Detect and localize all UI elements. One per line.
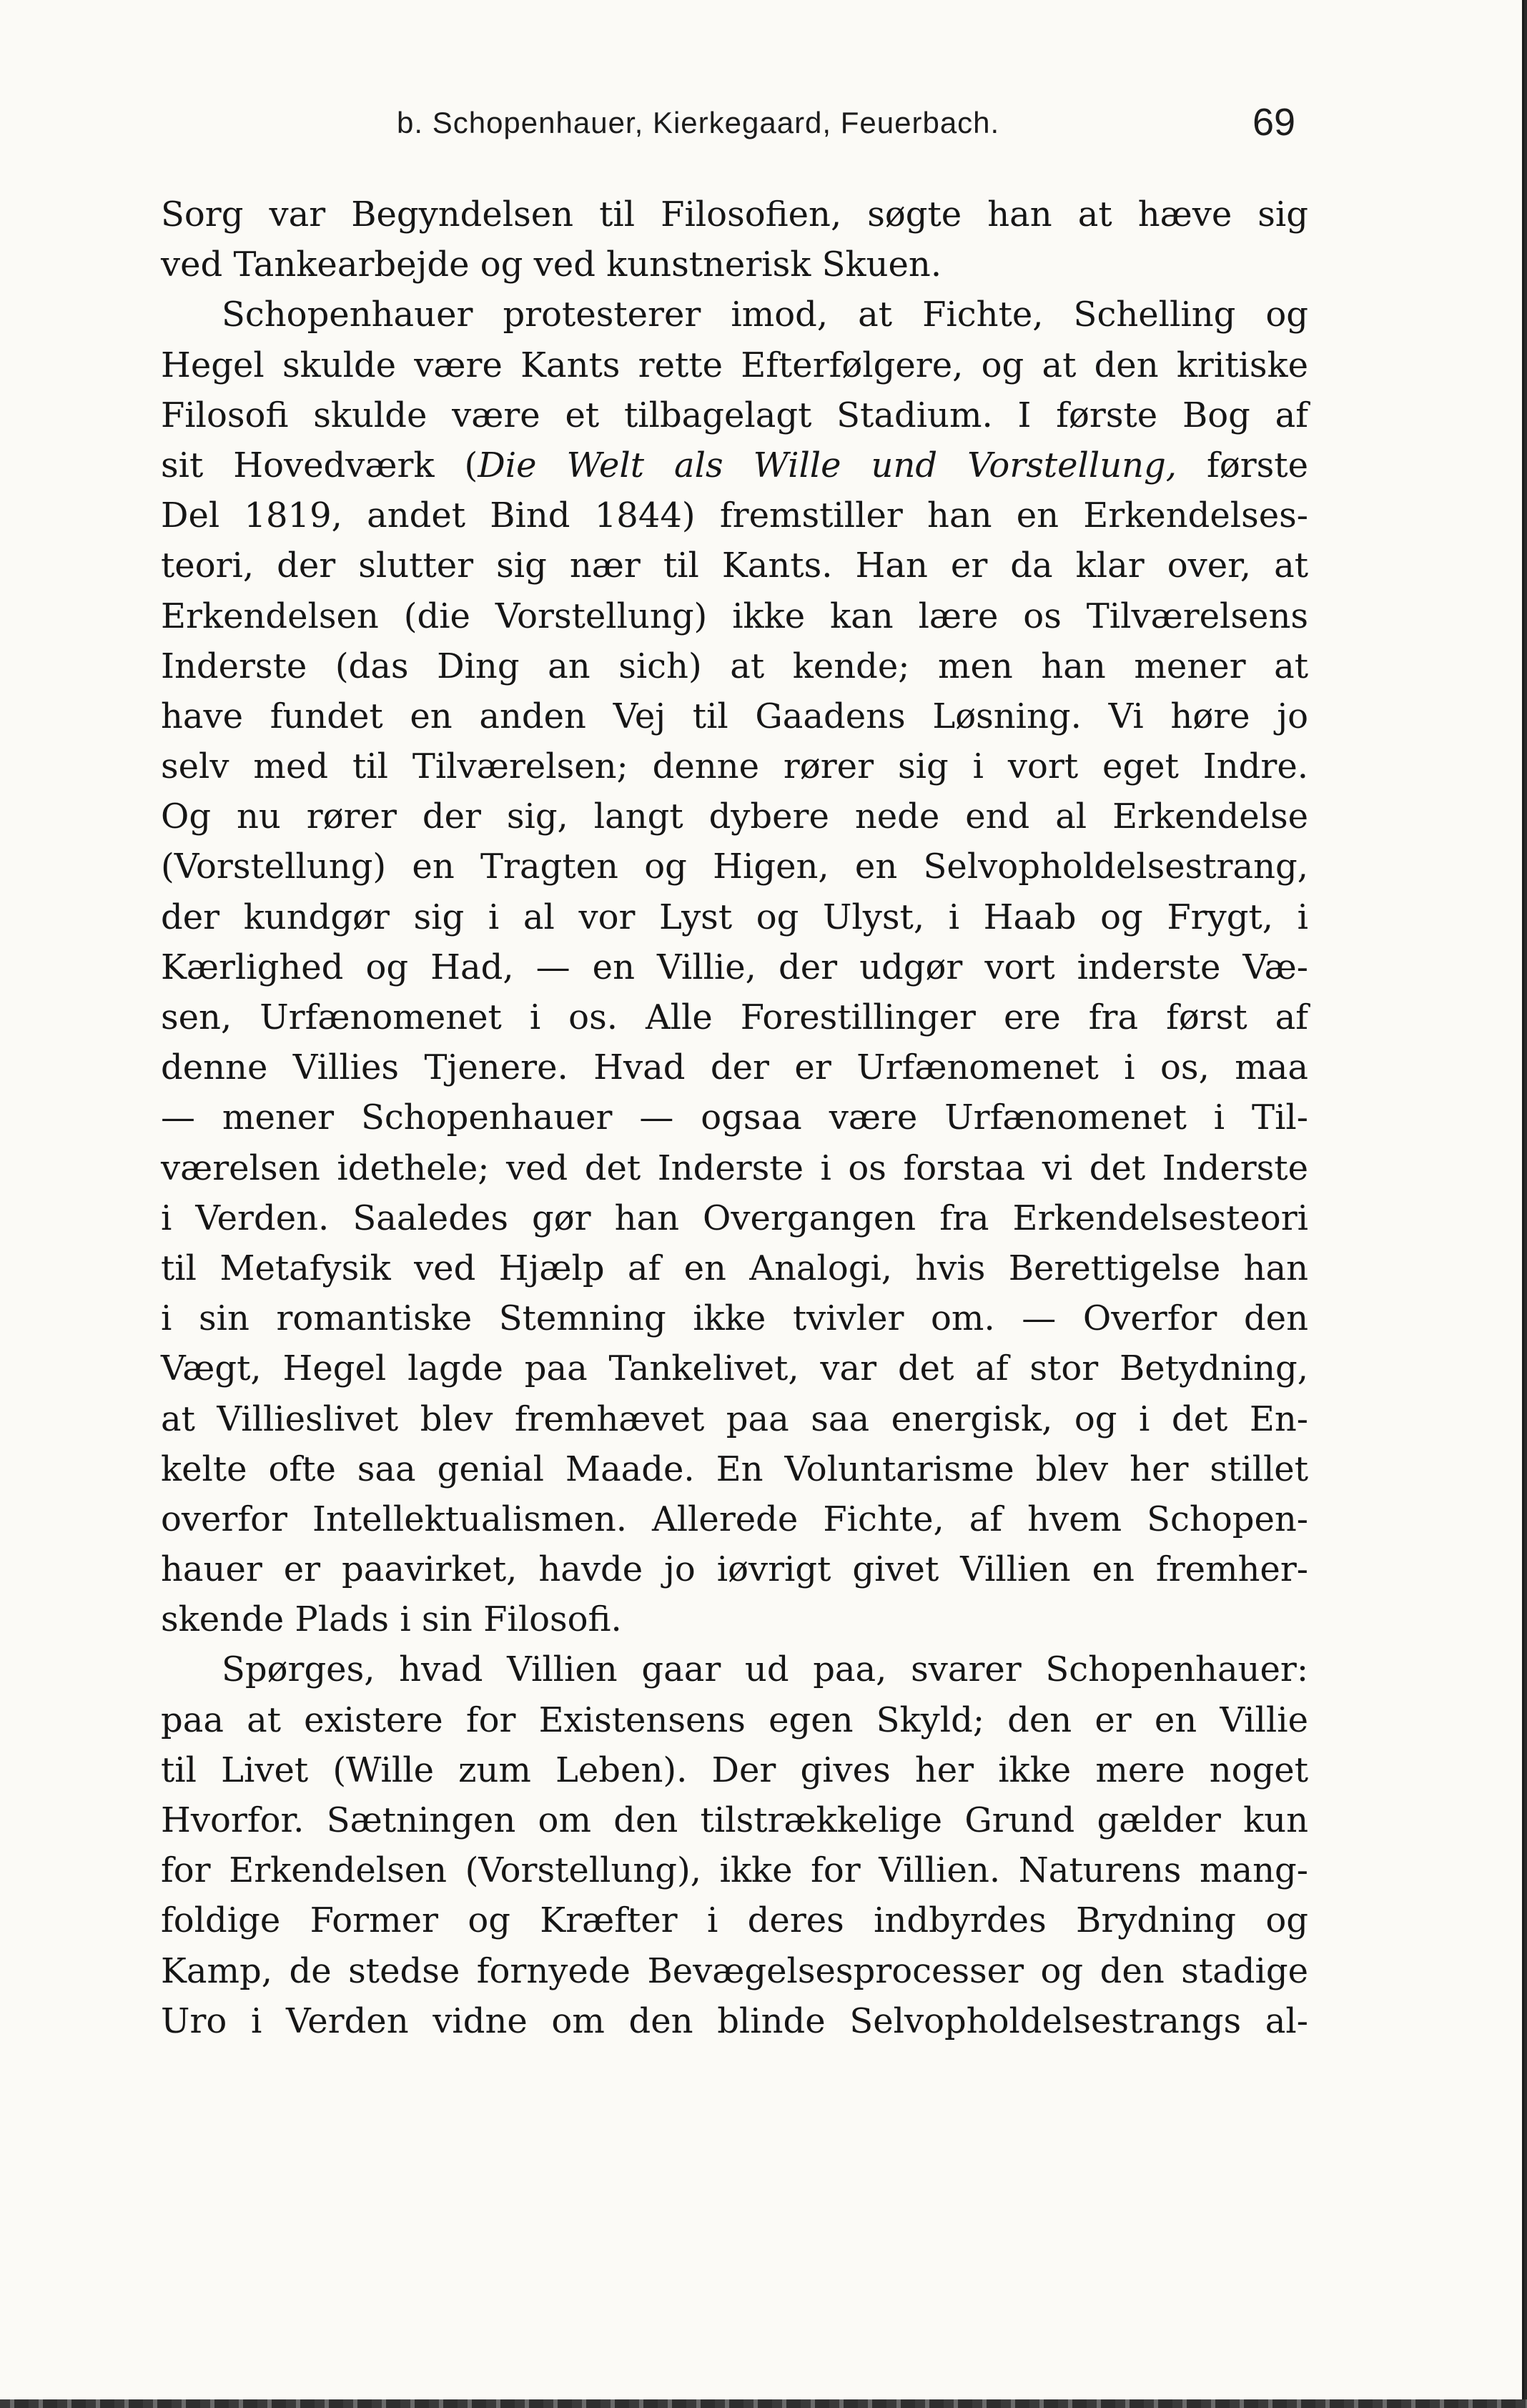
text-line: at Villieslivet blev fremhævet paa saa energisk, og i det En- (161, 1398, 1308, 1439)
text-line: Kamp, de stedse fornyede Bevægelsesprocesser og den stadige (161, 1950, 1308, 1991)
text-line: værelsen idethele; ved det Inderste i os forstaa vi det Inderste (161, 1148, 1308, 1188)
text-line: Inderste (das Ding an sich) at kende; men han mener at (161, 646, 1308, 686)
text-line: i Verden. Saaledes gør han Overgangen fra Erkendelsesteori (161, 1198, 1308, 1238)
text-line: til Metafysik ved Hjælp af en Analogi, hvis Berettigelse han (161, 1248, 1308, 1288)
text-line: Del 1819, andet Bind 1844) fremstiller han en Erkendelses- (161, 495, 1308, 536)
text-line: Spørges, hvad Villien gaar ud paa, svarer Schopenhauer: (222, 1649, 1308, 1690)
text-line: Erkendelsen (die Vorstellung) ikke kan lære os Tilværelsens (161, 596, 1308, 636)
text-line: i sin romantiske Stemning ikke tvivler om. — Overfor den (161, 1298, 1308, 1339)
italic-book-title: Die Welt als Wille und Vorstellung, (478, 445, 1177, 485)
text-line: overfor Intellektualismen. Allerede Fichte, af hvem Schopen- (161, 1499, 1308, 1539)
text-line: denne Villies Tjenere. Hvad der er Urfænomenet i os, maa (161, 1047, 1308, 1088)
text-line: for Erkendelsen (Vorstellung), ikke for Villien. Naturens mang- (161, 1850, 1308, 1891)
text-line: Hegel skulde være Kants rette Efterfølgere, og at den kritiske (161, 345, 1308, 385)
body-text (161, 189, 1308, 2046)
text-line: Vægt, Hegel lagde paa Tankelivet, var det af stor Betydning, (161, 1348, 1308, 1389)
text-line: skende Plads i sin Filosofi. (161, 1599, 622, 1640)
text-line: (Vorstellung) en Tragten og Higen, en Selvopholdelsestrang, (161, 847, 1308, 887)
text-line: der kundgør sig i al vor Lyst og Ulyst, i Haab og Frygt, i (161, 897, 1308, 937)
text-line: paa at existere for Existensens egen Skyld; den er en Villie (161, 1699, 1308, 1740)
text-line: selv med til Tilværelsen; denne rører sig i vort eget Indre. (161, 746, 1308, 787)
running-head (0, 101, 1527, 149)
text-line-with-italic: sit Hovedværk (Die Welt als Wille und Vorstellung, første (161, 445, 1308, 485)
text-line: hauer er paavirket, havde jo iøvrigt givet Villien en fremher- (161, 1549, 1308, 1590)
text-line: Schopenhauer protesterer imod, at Fichte, Schelling og (222, 295, 1308, 335)
scan-edge (0, 2399, 1527, 2408)
text-line: teori, der slutter sig nær til Kants. Han er da klar over, at (161, 546, 1308, 586)
text-line: Sorg var Begyndelsen til Filosofien, søgte han at hæve sig (161, 194, 1308, 235)
text-line: foldige Former og Kræfter i deres indbyrdes Brydning og (161, 1900, 1308, 1941)
text-line: Uro i Verden vidne om den blinde Selvopholdelsestrangs al- (161, 2000, 1308, 2041)
page-number: 69 (1252, 101, 1296, 144)
text-line: Og nu rører der sig, langt dybere nede end al Erkendelse (161, 796, 1308, 837)
text-line: kelte ofte saa genial Maade. En Voluntarisme blev her stillet (161, 1449, 1308, 1489)
text-line: have fundet en anden Vej til Gaadens Løsning. Vi høre jo (161, 696, 1308, 736)
text-line: sen, Urfænomenet i os. Alle Forestillinger ere fra først af (161, 997, 1308, 1037)
text-line: — mener Schopenhauer — ogsaa være Urfænomenet i Til- (161, 1097, 1308, 1138)
text-line: Hvorfor. Sætningen om den tilstrækkelige Grund gælder kun (161, 1800, 1308, 1840)
text-line: ved Tankearbejde og ved kunstnerisk Skuen. (161, 245, 942, 285)
text-line: til Livet (Wille zum Leben). Der gives her ikke mere noget (161, 1750, 1308, 1790)
text-line: Kærlighed og Had, — en Villie, der udgør vort inderste Væ- (161, 947, 1308, 987)
running-title: b. Schopenhauer, Kierkegaard, Feuerbach. (397, 106, 1000, 139)
text-line: Filosofi skulde være et tilbagelagt Stadium. I første Bog af (161, 395, 1308, 435)
